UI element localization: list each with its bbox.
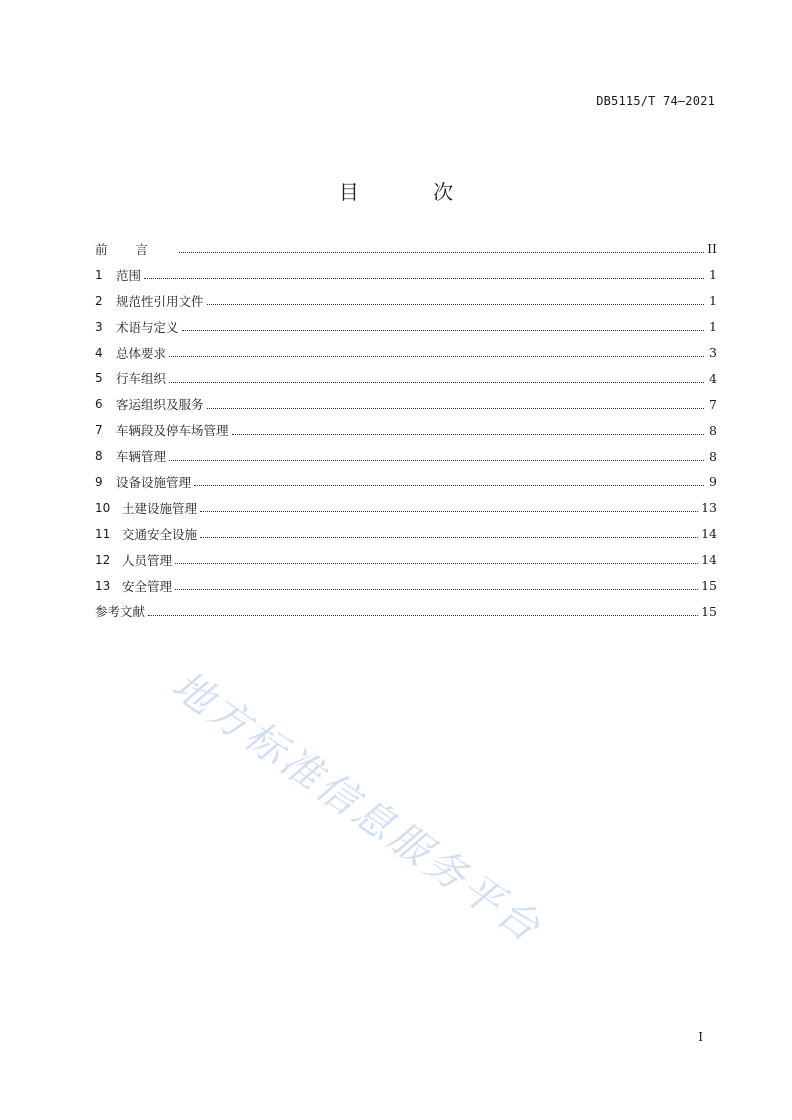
toc-leader bbox=[200, 511, 698, 512]
toc-entry-label: 客运组织及服务 bbox=[116, 397, 204, 413]
toc-entry[interactable] bbox=[95, 495, 717, 521]
toc-leader bbox=[169, 356, 704, 357]
watermark: 地方标准信息服务平台 bbox=[163, 662, 551, 953]
toc-leader bbox=[179, 252, 704, 253]
toc-entry-label: 交通安全设施 bbox=[122, 526, 198, 542]
toc-entry-label: 行车组织 bbox=[116, 371, 167, 387]
toc-entry-page: 8 bbox=[709, 422, 717, 438]
toc-entry-label: 总体要求 bbox=[116, 345, 167, 361]
toc-entry[interactable] bbox=[95, 417, 717, 443]
toc-entry-number: 2 bbox=[95, 293, 103, 308]
toc-entry[interactable] bbox=[95, 469, 717, 495]
toc-leader bbox=[148, 615, 698, 616]
page-title: 目 次 bbox=[338, 180, 488, 204]
toc-entry-page: 1 bbox=[709, 267, 717, 283]
toc-leader bbox=[182, 330, 704, 331]
toc-leader bbox=[200, 537, 698, 538]
toc-entry[interactable] bbox=[95, 262, 717, 288]
toc-entry-page: 4 bbox=[709, 370, 717, 386]
toc-entry-label: 安全管理 bbox=[122, 578, 173, 594]
toc-entry-number: 10 bbox=[95, 500, 111, 515]
toc-entry-label: 设备设施管理 bbox=[116, 474, 192, 490]
toc-leader bbox=[207, 408, 704, 409]
toc-leader bbox=[232, 434, 704, 435]
toc-entry-page: 3 bbox=[709, 345, 717, 360]
toc-entry-label: 术语与定义 bbox=[116, 319, 179, 335]
toc-entry-number: 4 bbox=[95, 345, 103, 360]
toc-leader bbox=[207, 304, 704, 305]
toc-entry-number: 5 bbox=[95, 371, 103, 386]
toc-entry-foreword[interactable] bbox=[95, 236, 717, 262]
toc-entry-bibliography[interactable] bbox=[95, 598, 717, 624]
toc-leader bbox=[175, 563, 698, 564]
toc-entry-number: 7 bbox=[95, 423, 103, 438]
toc-entry-page: 14 bbox=[701, 526, 717, 542]
table-of-contents bbox=[95, 236, 717, 624]
toc-entry-label: 车辆段及停车场管理 bbox=[116, 423, 229, 439]
toc-entry[interactable] bbox=[95, 547, 717, 573]
toc-entry-page: 1 bbox=[709, 293, 717, 309]
toc-entry-label: 范围 bbox=[116, 267, 142, 283]
document-code: DB5115/T 74—2021 bbox=[596, 94, 715, 108]
toc-entry-number: 6 bbox=[95, 397, 103, 412]
toc-entry-page: 7 bbox=[709, 396, 717, 412]
toc-entry[interactable] bbox=[95, 573, 717, 599]
toc-entry-page: 14 bbox=[701, 552, 717, 568]
toc-entry-label: 土建设施管理 bbox=[122, 500, 198, 516]
toc-entry-page: 13 bbox=[701, 500, 717, 516]
toc-entry[interactable] bbox=[95, 340, 717, 366]
toc-entry-label: 参考文献 bbox=[95, 604, 146, 620]
toc-entry-number: 13 bbox=[95, 578, 111, 593]
toc-entry-page: 15 bbox=[701, 578, 717, 594]
toc-entry-number: 1 bbox=[95, 267, 103, 282]
toc-entry[interactable] bbox=[95, 443, 717, 469]
toc-entry-label: 前言 bbox=[95, 241, 177, 257]
toc-entry-number: 9 bbox=[95, 474, 103, 489]
page-number: I bbox=[698, 1030, 703, 1044]
toc-leader bbox=[169, 460, 704, 461]
toc-entry-page: 9 bbox=[709, 474, 717, 490]
toc-entry-number: 8 bbox=[95, 449, 103, 464]
toc-entry[interactable] bbox=[95, 365, 717, 391]
toc-leader bbox=[144, 278, 704, 279]
toc-entry[interactable] bbox=[95, 521, 717, 547]
toc-entry-label: 人员管理 bbox=[122, 552, 173, 568]
toc-leader bbox=[169, 382, 704, 383]
toc-entry-number: 3 bbox=[95, 319, 103, 334]
toc-entry-page: 1 bbox=[709, 319, 717, 335]
toc-entry-page: 15 bbox=[701, 603, 717, 619]
toc-entry-number: 11 bbox=[95, 526, 111, 541]
toc-entry-page: 8 bbox=[709, 448, 717, 464]
toc-entry[interactable] bbox=[95, 288, 717, 314]
toc-entry-page: II bbox=[707, 241, 717, 257]
toc-entry-number: 12 bbox=[95, 552, 111, 567]
toc-entry-label: 车辆管理 bbox=[116, 449, 167, 465]
toc-entry[interactable] bbox=[95, 314, 717, 340]
toc-leader bbox=[175, 589, 698, 590]
toc-entry[interactable] bbox=[95, 391, 717, 417]
toc-leader bbox=[194, 485, 704, 486]
toc-entry-label: 规范性引用文件 bbox=[116, 293, 204, 309]
